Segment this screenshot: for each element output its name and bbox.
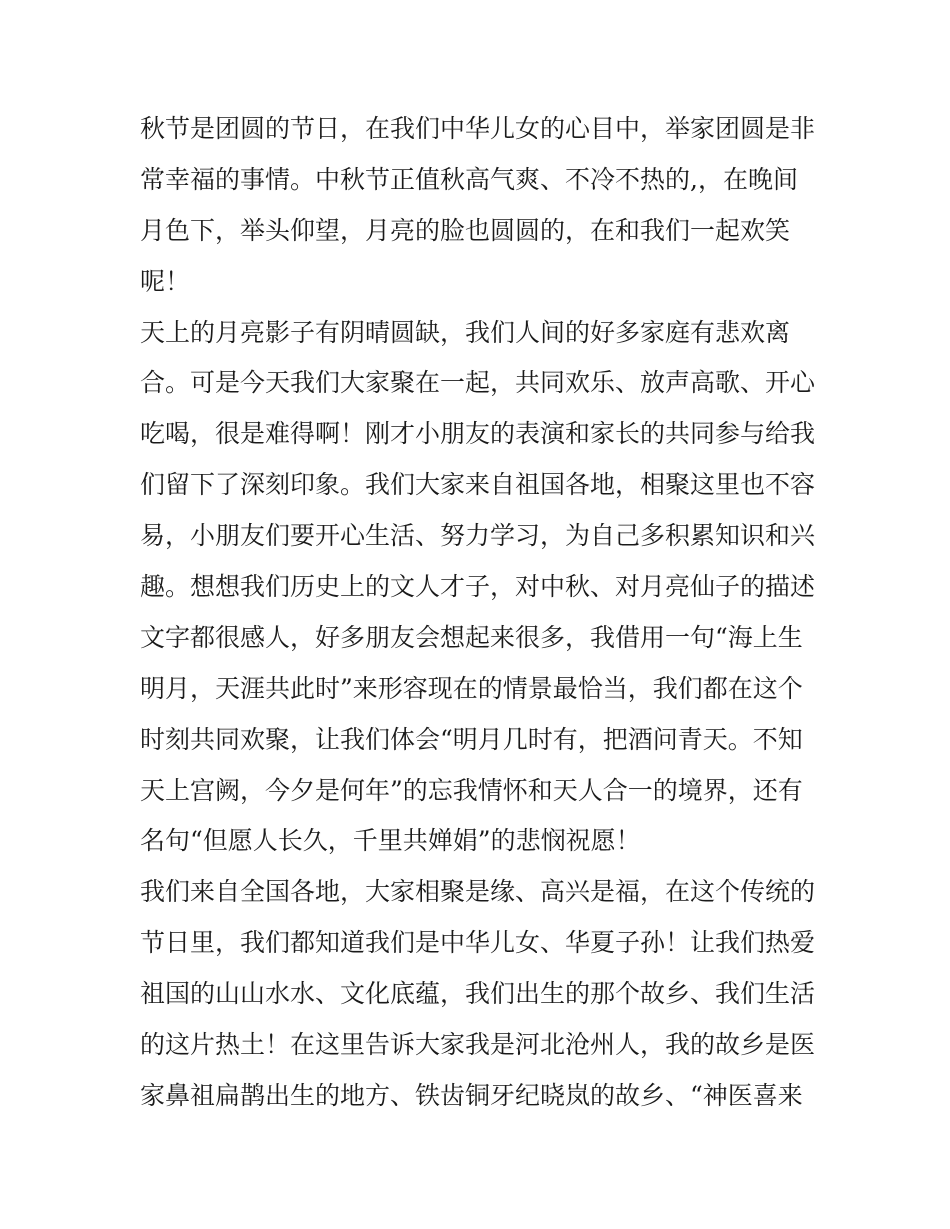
text-line: 节日里，我们都知道我们是中华儿女、华夏子孙！让我们热爱	[140, 928, 816, 958]
text-line: 天上的月亮影子有阴晴圆缺，我们人间的好多家庭有悲欢离	[140, 317, 791, 347]
text-line: 家鼻祖扁鹊出生的地方、铁齿铜牙纪晓岚的故乡、“神医喜来	[140, 1080, 803, 1110]
text-line: 易，小朋友们要开心生活、努力学习，为自己多积累知识和兴	[140, 521, 816, 551]
text-line: 合。可是今天我们大家聚在一起，共同欢乐、放声高歌、开心	[140, 368, 816, 398]
text-line: 秋节是团圆的节日，在我们中华儿女的心目中，举家团圆是非	[140, 114, 816, 143]
text-line: 名句“但愿人长久，千里共婵娟”的悲悯祝愿！	[140, 826, 641, 856]
text-line: 吃喝，很是难得啊！刚才小朋友的表演和家长的共同参与给我	[140, 419, 816, 449]
text-line: 时刻共同欢聚，让我们体会“明月几时有，把酒问青天。不知	[140, 724, 803, 754]
text-line: 明月，天涯共此时”来形容现在的情景最恰当，我们都在这个	[140, 673, 803, 703]
text-line: 文字都很感人，好多朋友会想起来很多，我借用一句“海上生	[140, 622, 803, 652]
text-line: 呢！	[140, 266, 191, 296]
text-line: 趣。想想我们历史上的文人才子，对中秋、对月亮仙子的描述	[140, 572, 816, 602]
text-line: 祖国的山山水水、文化底蕴，我们出生的那个故乡、我们生活	[140, 979, 816, 1009]
text-line: 常幸福的事情。中秋节正值秋高气爽、不冷不热的,，在晚间	[140, 164, 798, 194]
text-line: 月色下，举头仰望，月亮的脸也圆圆的，在和我们一起欢笑	[140, 215, 791, 245]
document-body	[140, 104, 820, 1122]
text-line: 我们来自全国各地，大家相聚是缘、高兴是福，在这个传统的	[140, 877, 816, 907]
text-line: 的这片热土！在这里告诉大家我是河北沧州人，我的故乡是医	[140, 1030, 816, 1060]
text-line: 天上宫阙，今夕是何年”的忘我情怀和天人合一的境界，还有	[140, 775, 803, 805]
text-line: 们留下了深刻印象。我们大家来自祖国各地，相聚这里也不容	[140, 470, 816, 500]
